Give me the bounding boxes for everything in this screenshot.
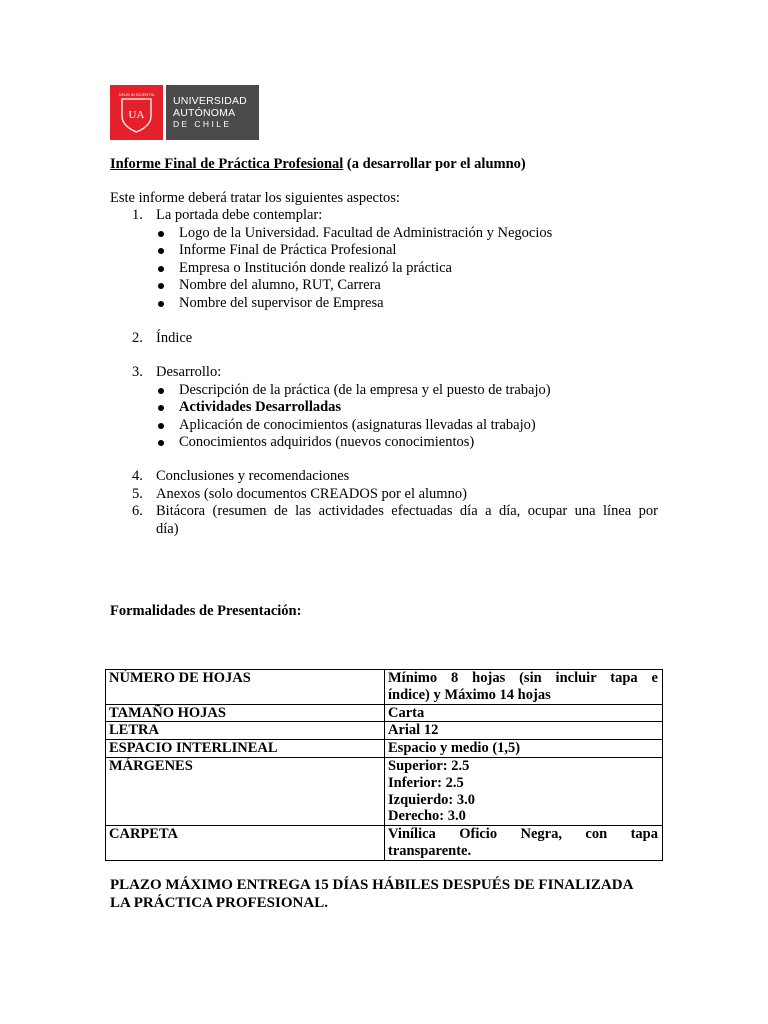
- value-line: transparente.: [388, 842, 472, 859]
- table-cell-value: [385, 670, 663, 705]
- value-line: Mínimo 8 hojas (sin incluir tapa e: [388, 670, 658, 686]
- table-row: [106, 740, 663, 758]
- bullet-item: Empresa o Institución donde realizó la práctica: [110, 260, 658, 278]
- table-cell-value: [385, 757, 663, 825]
- bullet-item: Aplicación de conocimientos (asignaturas llevadas al trabajo): [110, 417, 658, 435]
- value-line: Izquierdo: 3.0: [388, 791, 475, 808]
- intro-text: Este informe deberá tratar los siguientes aspectos:: [110, 190, 400, 206]
- bullet-item: Nombre del supervisor de Empresa: [110, 295, 658, 313]
- item-label-line-1: Bitácora (resumen de las actividades efectuadas día a día, ocupar una línea por: [156, 503, 658, 519]
- bullet-item: Informe Final de Práctica Profesional: [110, 242, 658, 260]
- item-label: La portada debe contemplar:: [156, 207, 323, 223]
- item-label-line-2: día): [156, 520, 179, 537]
- table-cell-label: TAMAÑO HOJAS: [106, 704, 385, 722]
- list-item-5: [110, 486, 658, 504]
- table-cell-label: MÁRGENES: [106, 757, 385, 825]
- value-line: índice) y Máximo 14 hojas: [388, 686, 551, 703]
- list-item-6: [110, 503, 658, 538]
- list-item-1: [110, 207, 658, 312]
- item-label: Anexos (solo documentos CREADOS por el alumno): [156, 485, 467, 502]
- deadline-line-1: PLAZO MÁXIMO ENTREGA 15 DÍAS HÁBILES DESPUÉS DE FINALIZADA: [110, 877, 634, 893]
- bullet-item: Conocimientos adquiridos (nuevos conocimientos): [110, 434, 658, 452]
- value-line: Inferior: 2.5: [388, 774, 464, 791]
- table-cell-label: CARPETA: [106, 826, 385, 861]
- list-item-3: [110, 364, 658, 452]
- bullet-item: Logo de la Universidad. Facultad de Administración y Negocios: [110, 225, 658, 243]
- development-bullets: [110, 382, 658, 452]
- item-number: 6.: [132, 503, 143, 519]
- logo-line-1: UNIVERSIDAD: [173, 95, 247, 107]
- table-cell-value: Espacio y medio (1,5): [385, 740, 663, 758]
- table-cell-value: Carta: [385, 704, 663, 722]
- seal-motto: DEUS IN SCIENTIA: [118, 92, 155, 97]
- shield-seal-icon: [110, 85, 163, 140]
- table-row: [106, 704, 663, 722]
- page-title: [110, 156, 526, 174]
- bullet-item: Nombre del alumno, RUT, Carrera: [110, 277, 658, 295]
- title-underlined: Informe Final de Práctica Profesional: [110, 156, 344, 172]
- logo-seal: [110, 85, 163, 140]
- list-items-4-6: [110, 468, 658, 538]
- logo-line-2: AUTÓNOMA: [173, 107, 236, 119]
- item-number: 2.: [132, 330, 143, 346]
- table-cell-label: ESPACIO INTERLINEAL: [106, 740, 385, 758]
- university-logo: [110, 85, 259, 140]
- item-label: Índice: [156, 330, 193, 346]
- value-line: Vinílica Oficio Negra, con tapa: [388, 826, 658, 843]
- formalities-table: [105, 669, 663, 861]
- item-label: Desarrollo:: [156, 364, 222, 380]
- item-number: 3.: [132, 364, 143, 380]
- bullet-item: Actividades Desarrolladas: [110, 399, 658, 417]
- table-row: [106, 722, 663, 740]
- table-cell-value: [385, 826, 663, 861]
- deadline-line-2: LA PRÁCTICA PROFESIONAL.: [110, 895, 328, 911]
- item-label: Conclusiones y recomendaciones: [156, 468, 350, 484]
- item-number: 1.: [132, 207, 143, 223]
- table-row: [106, 826, 663, 861]
- logo-wordmark: [166, 85, 259, 140]
- value-line: Superior: 2.5: [388, 757, 470, 774]
- table-cell-value: Arial 12: [385, 722, 663, 740]
- table-row: [106, 670, 663, 705]
- item-number: 4.: [132, 468, 143, 484]
- seal-initials: UA: [128, 109, 145, 121]
- table-cell-label: NÚMERO DE HOJAS: [106, 670, 385, 705]
- table-row: [106, 757, 663, 825]
- logo-line-3: DE CHILE: [173, 119, 232, 129]
- deadline-notice: [110, 876, 660, 912]
- list-item-2: [110, 330, 658, 348]
- table-cell-label: LETRA: [106, 722, 385, 740]
- value-line: Derecho: 3.0: [388, 808, 466, 825]
- cover-bullets: [110, 225, 658, 313]
- item-number: 5.: [132, 485, 143, 502]
- list-item-4: [110, 468, 658, 486]
- section-title: Formalidades de Presentación:: [110, 603, 302, 619]
- bullet-item: Descripción de la práctica (de la empresa y el puesto de trabajo): [110, 382, 658, 400]
- title-rest: (a desarrollar por el alumno): [343, 156, 526, 172]
